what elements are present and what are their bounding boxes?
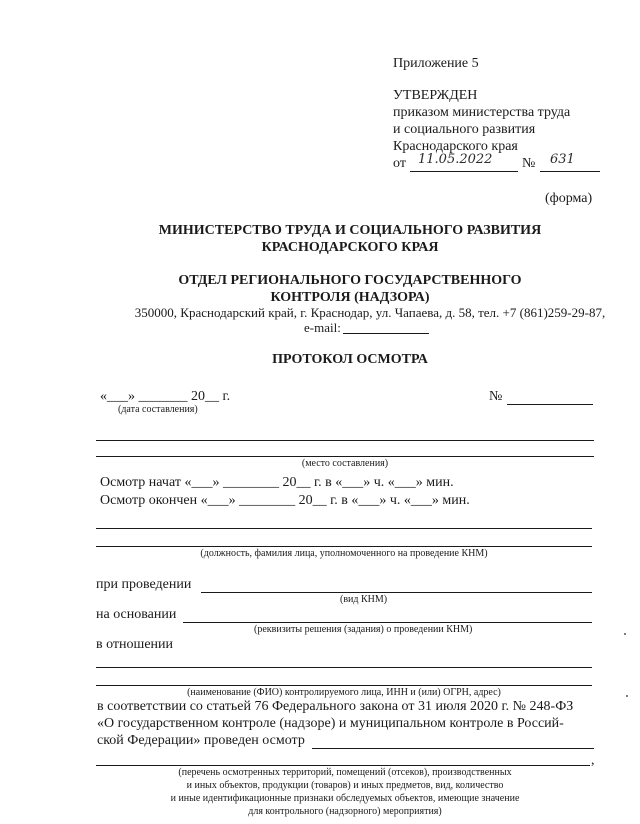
place-blank-2 [96,456,594,457]
email-blank [343,333,429,334]
approved-label: УТВЕРЖДЕН [393,88,478,103]
basis-label: на основании [96,607,177,622]
regarding-blank-1 [96,667,592,668]
order-number-prefix: № [522,156,536,171]
footnote-line-3: и иные идентификационные признаки обследуемых объектов, имеющие значение [170,793,520,804]
date-hint: (дата составления) [118,404,198,415]
footnote-line-4: для контрольного (надзорного) мероприятия) [248,806,442,817]
decision-hint: (реквизиты решения (задания) о проведении КНМ) [254,624,473,635]
order-line-3: Краснодарского края [393,139,518,154]
official-hint: (должность, фамилия лица, уполномоченного на проведение КНМ) [200,548,488,559]
body-line-2: «О государственном контроле (надзоре) и муниципальном контроле в Россий- [97,716,564,731]
body-line-3: ской Федерации» проведен осмотр [97,733,305,748]
basis-blank [183,622,592,623]
start-line: Осмотр начат «___» ________ 20__ г. в «___» ч. «___» мин. [100,475,454,490]
email-label: e-mail: [304,320,341,335]
order-date-handwritten: 11.05.2022 [418,152,493,167]
conducting-blank [201,592,592,593]
person-hint: (наименование (ФИО) контролируемого лица, ИНН и (или) ОГРН, адрес) [187,687,501,698]
place-hint: (место составления) [301,458,389,469]
ministry-line-2: КРАСНОДАРСКОГО КРАЯ [261,240,439,255]
inspection-blank-1 [312,748,594,749]
order-line-2: и социального развития [393,122,536,137]
form-label: (форма) [545,191,593,206]
number-blank [507,404,593,405]
footnote-line-2: и иных объектов, продукции (товаров) и иных предметов, вид, количество [186,780,504,791]
order-number-handwritten: 631 [550,152,575,167]
regarding-label: в отношении [96,637,174,652]
department-line-2: КОНТРОЛЯ (НАДЗОРА) [270,290,430,305]
body-line-1: в соответствии со статьей 76 Федерального закона от 31 июля 2020 г. № 248-ФЗ [97,699,574,714]
inspection-blank-2 [96,765,590,766]
official-blank-1 [96,528,592,529]
official-blank-2 [96,546,592,547]
order-date-underline [410,171,518,172]
order-line-1: приказом министерства труда [393,105,571,120]
document-title: ПРОТОКОЛ ОСМОТРА [272,352,428,367]
footnote-line-1: (перечень осмотренных территорий, помещений (отсеков), производственных [178,767,512,778]
conducting-label: при проведении [96,577,192,592]
order-number-underline [540,171,600,172]
order-date-prefix: от [393,156,406,171]
date-line: «___» _______ 20__ г. [100,389,231,404]
end-line: Осмотр окончен «___» ________ 20__ г. в «___» ч. «___» мин. [100,493,470,508]
appendix-label: Приложение 5 [393,56,479,71]
department-line-1: ОТДЕЛ РЕГИОНАЛЬНОГО ГОСУДАРСТВЕННОГО [178,273,522,288]
knm-type-hint: (вид КНМ) [340,594,388,605]
place-blank-1 [96,440,594,441]
ministry-line-1: МИНИСТЕРСТВО ТРУДА И СОЦИАЛЬНОГО РАЗВИТИЯ [158,223,542,238]
number-label: № [489,389,503,404]
scan-speck [624,633,626,635]
inspection-comma: , [591,753,595,768]
scan-speck [626,695,628,697]
department-address: 350000, Краснодарский край, г. Краснодар, ул. Чапаева, д. 58, тел. +7 (861)259-29-87, [134,305,606,320]
regarding-blank-2 [96,685,592,686]
